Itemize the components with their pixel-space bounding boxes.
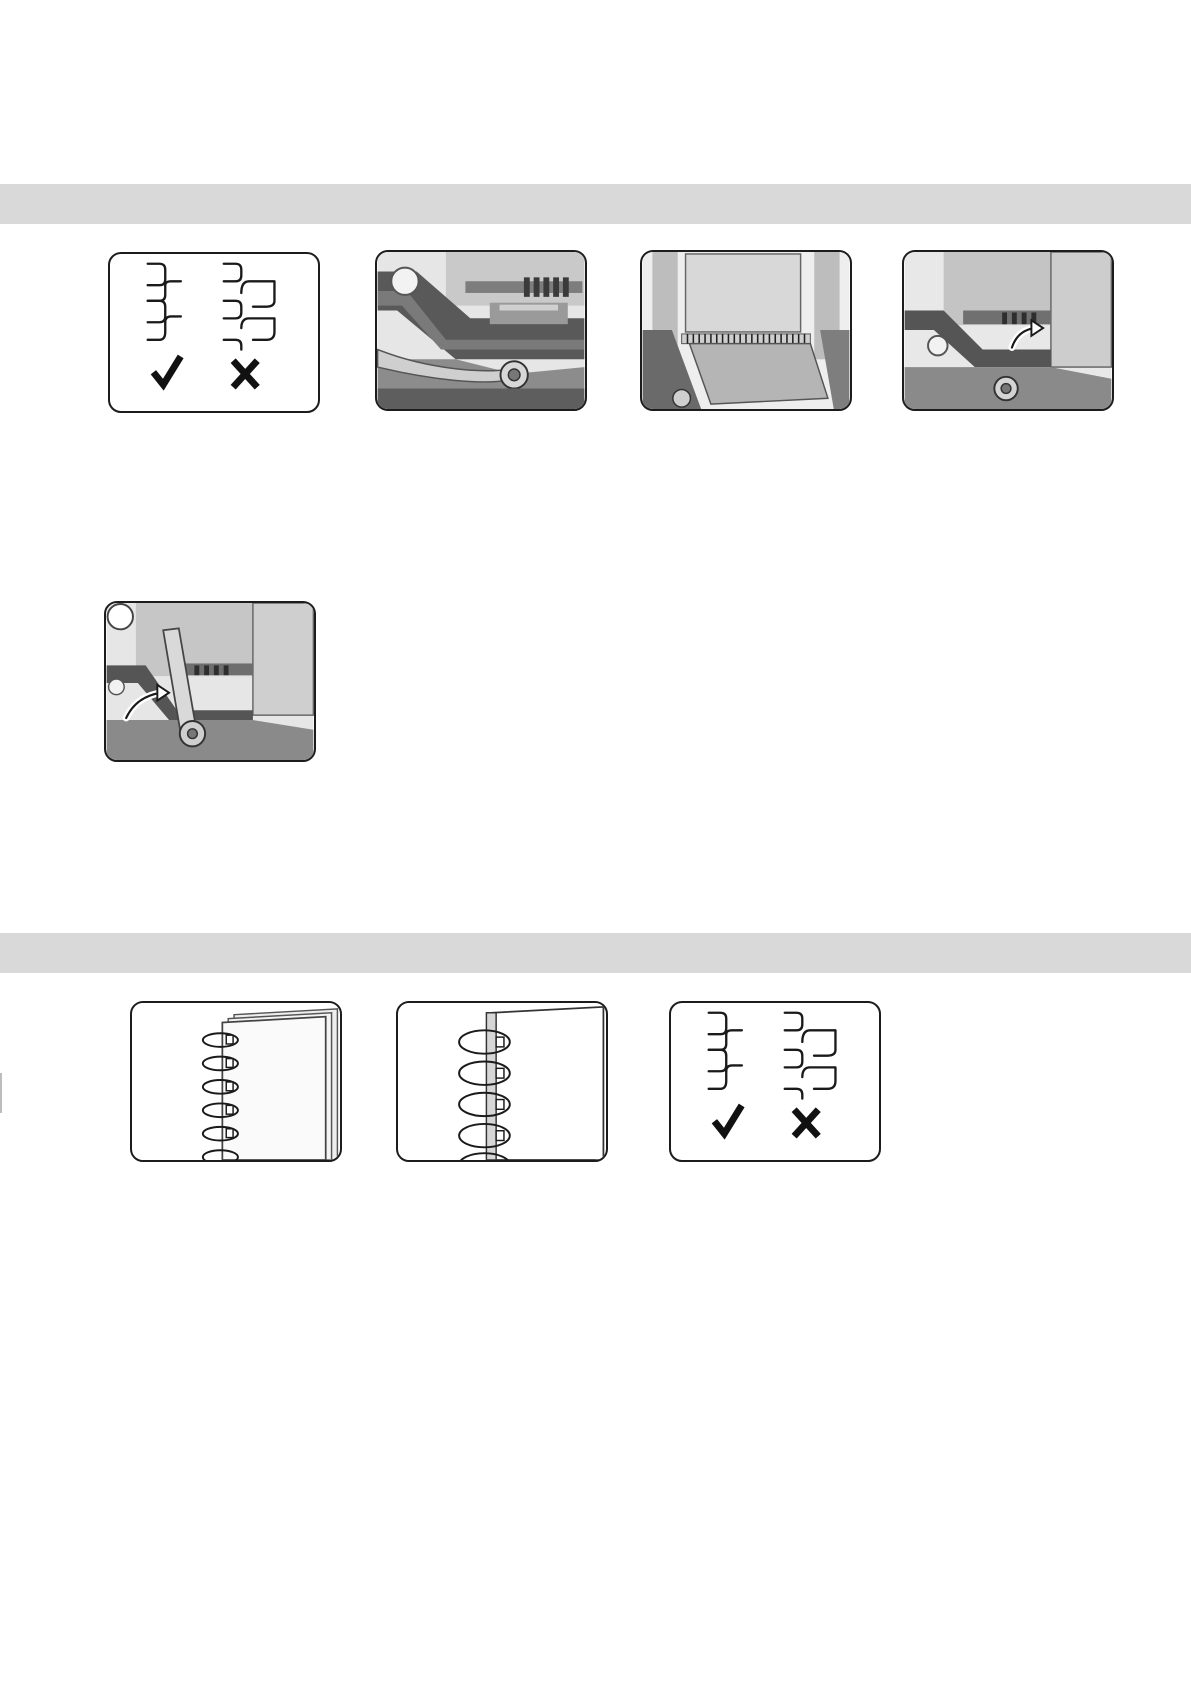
- cross-icon: [235, 363, 255, 384]
- figure-coil-bound-document: [130, 1001, 342, 1162]
- binder-comb-opener-handle-illustration: [377, 252, 585, 409]
- document-on-comb-illustration: [642, 252, 850, 409]
- spine-alignment-correct-vs-incorrect-icon: [110, 254, 318, 411]
- figure-alignment-check: [669, 1001, 881, 1162]
- figure-document-on-comb: [640, 250, 852, 411]
- handle-lift-arrow-illustration: [106, 603, 314, 760]
- figure-binder-handle: [375, 250, 587, 411]
- coil-bound-document-illustration: [132, 1003, 340, 1160]
- figure-coil-spiral-closeup: [396, 1001, 608, 1162]
- spine-alignment-correct-vs-incorrect-icon: [671, 1003, 879, 1160]
- cross-icon: [796, 1112, 816, 1133]
- section-header-band: [0, 184, 1191, 224]
- check-icon: [716, 1108, 739, 1133]
- coil-spiral-close-up-illustration: [398, 1003, 606, 1160]
- page-edge-mark: [0, 1073, 2, 1113]
- section-header-band: [0, 933, 1191, 973]
- lever-rotate-arrow-illustration: [904, 252, 1112, 409]
- check-icon: [155, 359, 178, 384]
- figure-handle-lift: [104, 601, 316, 762]
- figure-alignment-check: [108, 252, 320, 413]
- figure-lever-rotate: [902, 250, 1114, 411]
